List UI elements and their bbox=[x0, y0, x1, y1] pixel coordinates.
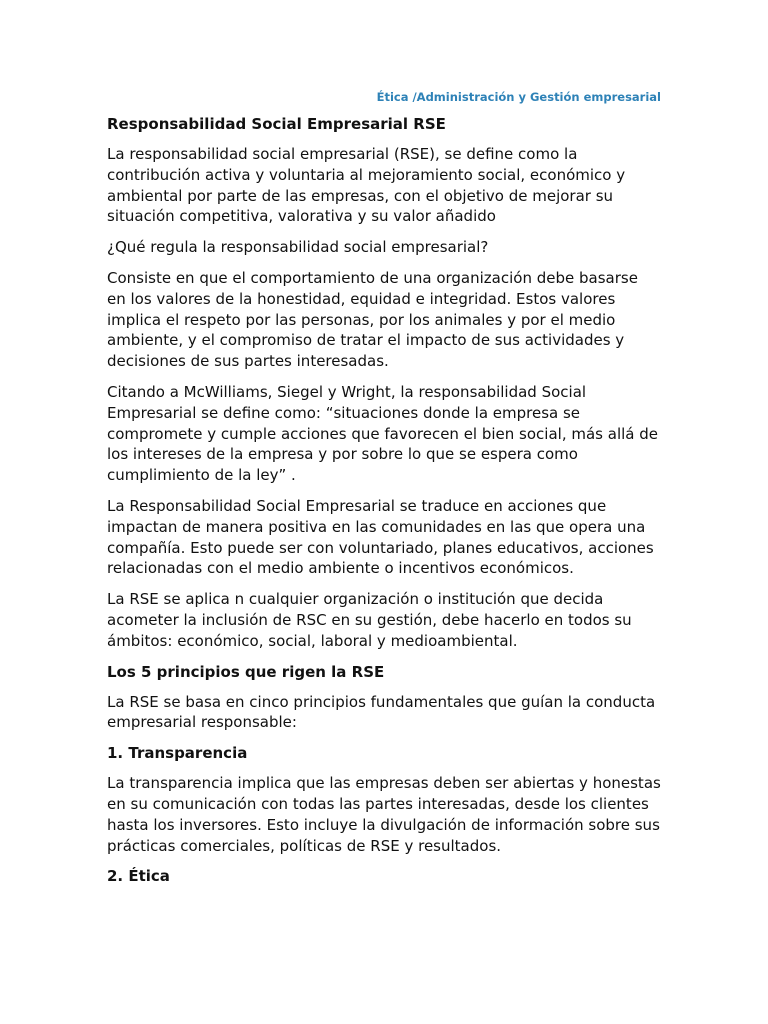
paragraph-values: Consiste en que el comportamiento de una organización debe basarse en los valores de la honestidad, equidad e integridad. Estos valores implica el respeto por las personas, por los animales y por el medio ambiente, y el compromiso de tratar el impacto de sus actividades y decisiones de sus partes interesadas. bbox=[107, 268, 638, 371]
paragraph-application: La RSE se aplica n cualquier organización o institución que decida acometer la inclusión de RSC en su gestión, debe hacerlo en todos su ámbitos: económico, social, laboral y medioambiental. bbox=[107, 590, 632, 650]
document-category-header: Ética /Administración y Gestión empresarial bbox=[376, 90, 661, 104]
paragraph-definition: La responsabilidad social empresarial (RSE), se define como la contribución activa y voluntaria al mejoramiento social, económico y ambiental por parte de las empresas, con el objetivo de mejorar su situación competitiva, valorativa y su valor añadido bbox=[107, 145, 626, 226]
paragraph-principles-intro: La RSE se basa en cinco principios fundamentales que guían la conducta empresarial responsable: bbox=[107, 692, 656, 732]
paragraph-question: ¿Qué regula la responsabilidad social empresarial? bbox=[107, 238, 489, 257]
heading-principles: Los 5 principios que rigen la RSE bbox=[107, 662, 385, 681]
heading-ethics: 2. Ética bbox=[107, 867, 170, 886]
heading-transparency: 1. Transparencia bbox=[107, 744, 248, 763]
paragraph-transparency: La transparencia implica que las empresas deben ser abiertas y honestas en su comunicación con todas las partes interesadas, desde los clientes hasta los inversores. Esto incluye la divulgación de información sobre sus prácticas comerciales, políticas de RSE y resultados. bbox=[107, 774, 661, 855]
paragraph-actions: La Responsabilidad Social Empresarial se traduce en acciones que impactan de manera positiva en las comunidades en las que opera una compañía. Esto puede ser con voluntariado, planes educativos, acciones relacionadas con el medio ambiente o incentivos económicos. bbox=[107, 496, 654, 578]
paragraph-citation: Citando a McWilliams, Siegel y Wright, la responsabilidad Social Empresarial se define como: “situaciones donde la empresa se compromete y cumple acciones que favorecen el bien social, más allá de los intereses de la empresa y por sobre lo que se espera como cumplimiento de la ley” . bbox=[107, 382, 658, 485]
document-title: Responsabilidad Social Empresarial RSE bbox=[107, 115, 446, 133]
